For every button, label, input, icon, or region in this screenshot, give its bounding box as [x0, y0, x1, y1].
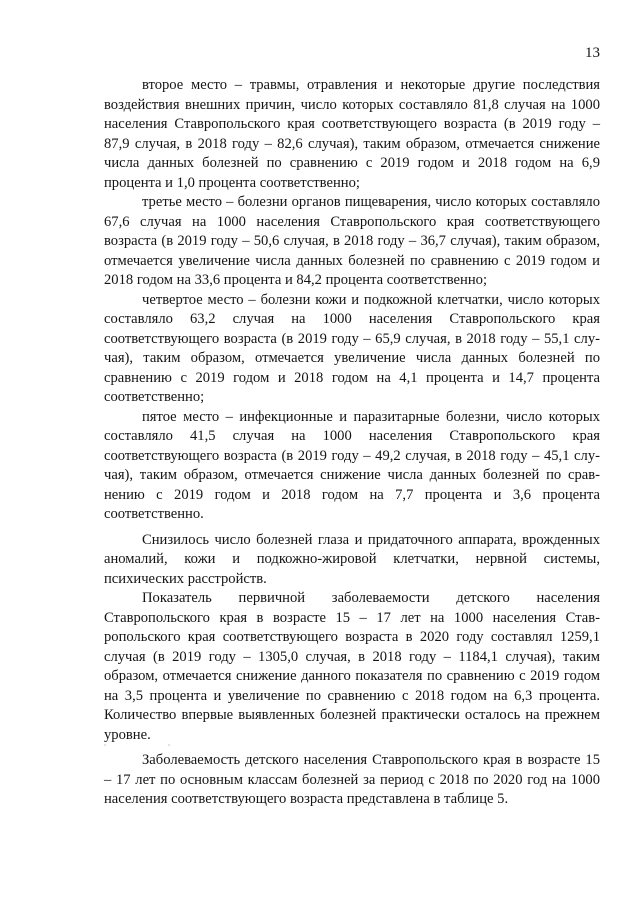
paragraph-fifth-place: пятое место – инфекционные и паразитарные болезни, число которых составляло 41,5 случая на 1000 населения Ставропольского края соответствующего возраста (в 2019 году – 49,2 случая, в 2018 году – 45,1 случая), таким образом, отмечается снижение числа данных болезней по сравнению с 2019 годом и 2018 годом на 7,7 процента и 3,6 процента соответственно.	[104, 408, 600, 522]
body-text	[104, 76, 600, 810]
scan-speck	[168, 744, 170, 746]
paragraph-primary-morbidity: Показатель первичной заболеваемости детского населения Ставропольского края в возрасте 15 – 17 лет на 1000 населения Ставропольского края соответствующего возраста в 2020 году составлял 1259,1 случая (в 2019 году – 1305,0 случая, в 2018 году – 1184,1 случая), таким образом, отмечается снижение данного показателя по сравнению с 2019 годом на 3,5 процента и увеличение по сравнению с 2018 годом на 6,3 процента. Количество впервые выявленных болезней практически осталось на прежнем уровне.	[104, 590, 600, 743]
paragraph-table-reference: Заболеваемость детского населения Ставропольского края в возрасте 15 – 17 лет по основным классам болезней за период с 2018 по 2020 год на 1000 населения соответствующего возраста представлена в таблице 5.	[104, 752, 600, 807]
page-number: 13	[585, 45, 600, 61]
paragraph-third-place: третье место – болезни органов пищеварения, число которых составляло 67,6 случая на 1000 населения Ставропольского края соответствующего возраста (в 2019 году – 50,6 случая, в 2018 году – 36,7 случая), таким образом, отмечается увеличение числа данных болезней по сравнению с 2019 годом и 2018 годом на 33,6 процента и 84,2 процента соответственно;	[104, 194, 600, 288]
paragraph-second-place: второе место – травмы, отравления и некоторые другие последствия воздействия внешних причин, число которых составляло 81,8 случая на 1000 населения Ставропольского края соответствующего возраста (в 2019 году – 87,9 случая, в 2018 году – 82,6 случая), таким образом, отмечается снижение числа данных болезней по сравнению с 2019 годом и 2018 годом на 6,9 процента и 1,0 процента соответственно;	[104, 77, 600, 191]
paragraph-decreased-diseases: Снизилось число болезней глаза и придаточного аппарата, врожденных аномалий, кожи и подкожно-жировой клетчатки, нервной системы, психических расстройств.	[104, 531, 600, 587]
scan-speck	[104, 744, 106, 746]
paragraph-fourth-place: четвертое место – болезни кожи и подкожной клетчатки, число которых составляло 63,2 случая на 1000 населения Ставропольского края соответствующего возраста (в 2019 году – 65,9 случая, в 2018 году – 55,1 случая), таким образом, отмечается увеличение числа данных болезней по сравнению с 2019 годом и 2018 годом на 4,1 процента и 14,7 процента соответственно;	[104, 291, 600, 405]
